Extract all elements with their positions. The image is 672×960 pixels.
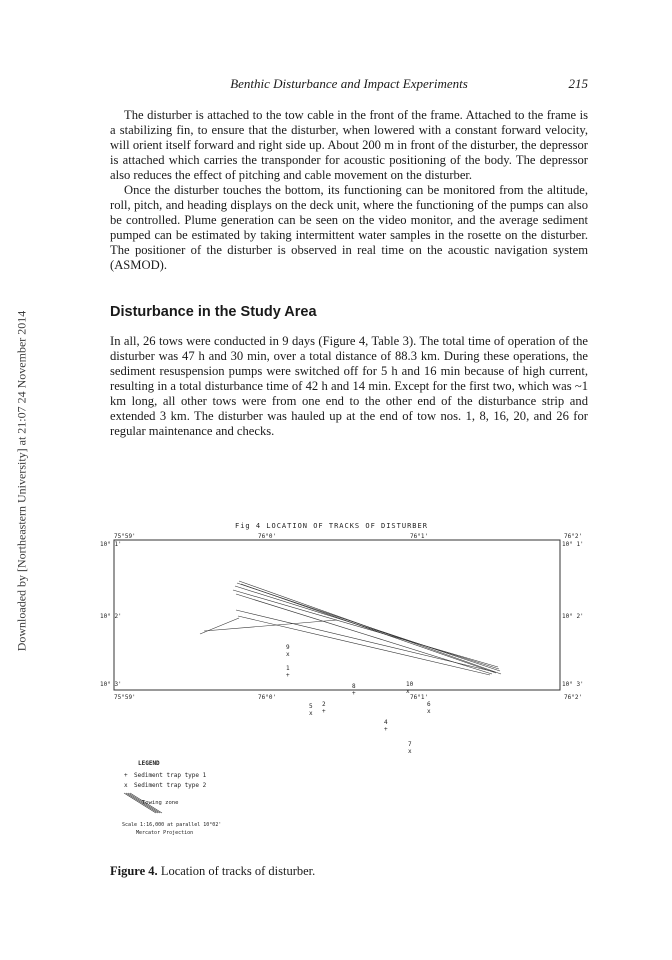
- running-head: [110, 76, 588, 94]
- body-text-block-2: [110, 334, 588, 439]
- track-map-lower: [100, 700, 600, 850]
- top-label: 76°2': [564, 533, 583, 540]
- tow-track-line: [241, 584, 496, 673]
- right-label: 10° 1': [562, 541, 584, 548]
- page-number: 215: [568, 76, 588, 91]
- caption-text: Location of tracks of disturber.: [160, 864, 316, 878]
- left-label: 10° 1': [100, 541, 122, 548]
- bottom-label: 76°0': [258, 694, 277, 701]
- paragraph: Once the disturber touches the bottom, its functioning can be monitored from the altitude, roll, pitch, and heading displays on the deck unit, where the functioning of the pumps can also be controlled. Plume generation can be seen on the video monitor, and the average sediment pumped can be estimated by taking intermittent water samples in the rosette on the disturber. The positioner of the disturber is observed in real time on the acoustic navigation system (ASMOD).: [110, 183, 588, 272]
- tow-track-line: [238, 616, 490, 675]
- figure-caption: [110, 864, 588, 879]
- figure-title: Fig 4 LOCATION OF TRACKS OF DISTURBER: [235, 522, 428, 530]
- station-symbol: x: [309, 710, 313, 717]
- left-label: 10° 2': [100, 613, 122, 620]
- bottom-label: 76°1': [410, 694, 429, 701]
- track-map: [100, 518, 600, 717]
- bottom-label: 76°2': [564, 694, 583, 701]
- station-symbol: +: [352, 690, 356, 697]
- station-label: 8: [352, 683, 356, 690]
- legend-label: Sediment trap type 2: [134, 782, 207, 789]
- station-label: 4: [384, 719, 388, 726]
- right-label: 10° 3': [562, 681, 584, 688]
- legend-label: Towing zone: [142, 800, 179, 806]
- right-label: 10° 2': [562, 613, 584, 620]
- running-head-title: Benthic Disturbance and Impact Experiments: [230, 76, 468, 91]
- tow-track-line: [239, 581, 501, 674]
- tow-track-line: [236, 610, 495, 672]
- tow-track-line: [235, 586, 499, 669]
- legend-symbol: x: [124, 782, 128, 789]
- station-symbol: x: [427, 708, 431, 715]
- figure-4: [100, 518, 600, 717]
- station-label: 1: [286, 665, 290, 672]
- top-label: 75°59': [114, 533, 136, 540]
- station-label: 10: [406, 681, 414, 688]
- station-symbol: x: [408, 748, 412, 755]
- legend-symbol: +: [124, 772, 128, 779]
- station-symbol: +: [286, 672, 290, 679]
- paragraph: The disturber is attached to the tow cable in the front of the frame. Attached to the frame is a stabilizing fin, to ensure that the disturber, when lowered with a constant forward velocity, will orient itself forward and right side up. About 200 m in front of the disturber, the depressor is attached which carries the transponder for acoustic positioning of the body. The depressor also reduces the effect of pitching and cable movement on the disturber.: [110, 108, 588, 182]
- station-symbol: +: [322, 708, 326, 715]
- bottom-label: 75°59': [114, 694, 136, 701]
- left-label: 10° 3': [100, 681, 122, 688]
- map-frame: [114, 540, 560, 690]
- legend-scale: Scale 1:16,000 at parallel 10°02': [122, 822, 222, 828]
- tow-track-line: [233, 590, 498, 667]
- legend-title: LEGEND: [138, 760, 160, 767]
- station-label: 5: [309, 703, 313, 710]
- caption-label: Figure 4.: [110, 864, 158, 878]
- download-watermark-text: Downloaded by [Northeastern University] at 21:07 24 November 2014: [14, 310, 29, 652]
- station-symbol: x: [406, 688, 410, 695]
- station-label: 2: [322, 701, 326, 708]
- station-label: 7: [408, 741, 412, 748]
- tow-tracks: [200, 581, 501, 675]
- tow-track-line: [200, 618, 239, 634]
- top-label: 76°1': [410, 533, 429, 540]
- station-label: 9: [286, 644, 290, 651]
- paragraph: In all, 26 tows were conducted in 9 days (Figure 4, Table 3). The total time of operation of the disturber was 47 h and 30 min, over a total distance of 88.3 km. During these operations, the sediment resuspension pumps were switched off for 5 h and 16 min because of high current, resulting in a total disturbance time of 42 h and 14 min. Except for the first two, which was ~1 km long, all other tows were from one end to the other end of the disturbance strip and extended 3 km. The disturber was hauled up at the end of tow nos. 1, 8, 16, 20, and 26 for regular maintenance and checks.: [110, 334, 588, 438]
- section-heading: Disturbance in the Study Area: [110, 304, 317, 320]
- top-label: 76°0': [258, 533, 277, 540]
- download-watermark: [12, 292, 32, 670]
- station-label: 6: [427, 701, 431, 708]
- figure-4-lower: [100, 700, 600, 850]
- station-symbol: +: [384, 726, 388, 733]
- legend-label: Sediment trap type 1: [134, 772, 207, 779]
- legend-projection: Mercator Projection: [136, 830, 194, 836]
- body-text-block-1: [110, 108, 588, 273]
- station-symbol: x: [286, 651, 290, 658]
- map-legend: [122, 760, 221, 836]
